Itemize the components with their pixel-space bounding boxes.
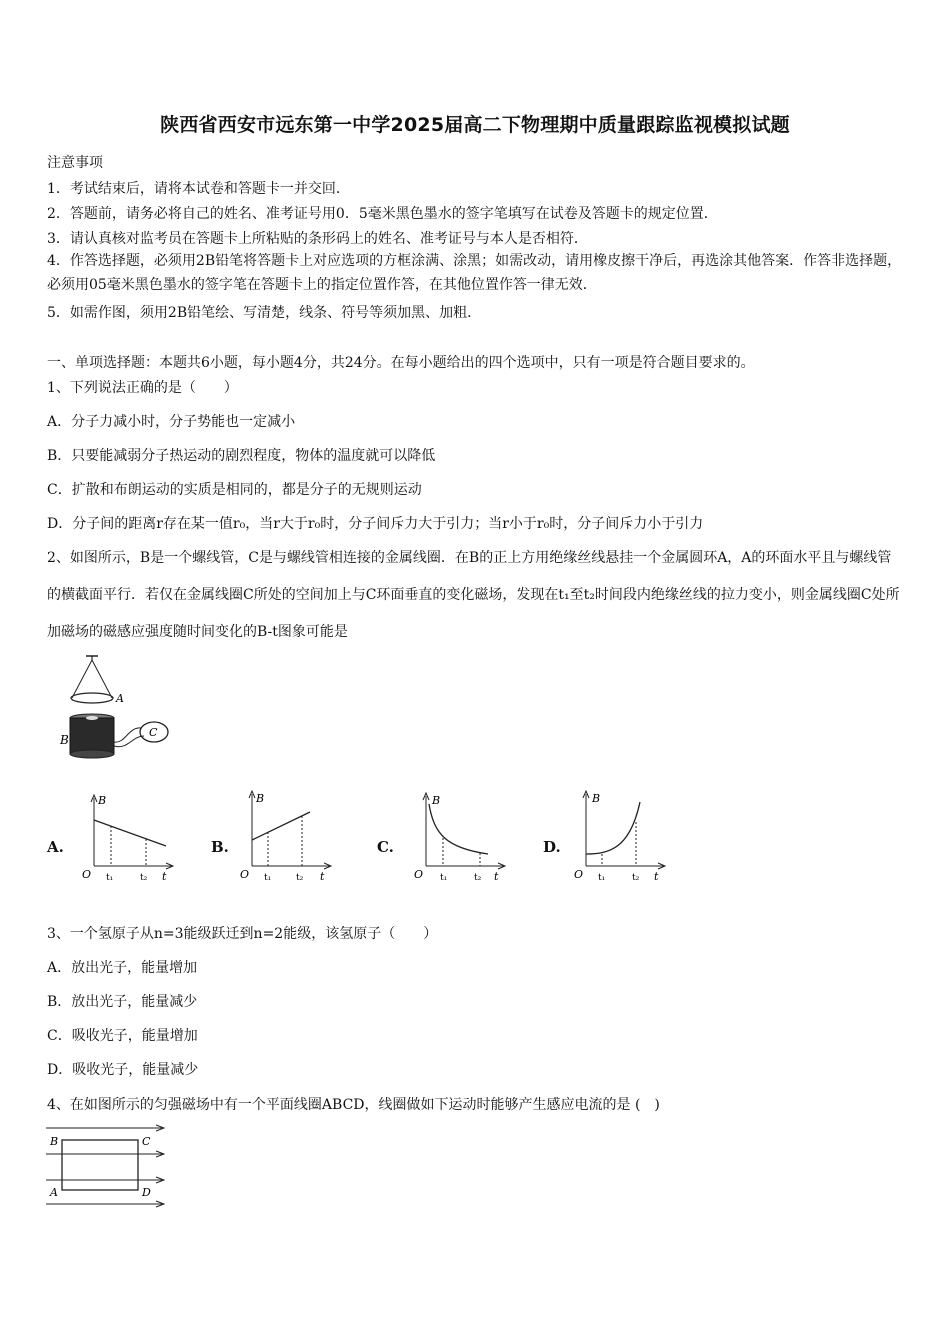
q2-stem: 2、如图所示，B是一个螺线管，C是与螺线管相连接的金属线圈．在B的正上方用绝缘丝线悬挂一个金属圆环A，A的环面水平且与螺线管的横截面平行．若仅在金属线圈C所处的空间加上与C环面垂直的变化磁场，发现在t₁至t₂时间段内绝缘丝线的拉力变小，则金属线圈C处所加磁场的磁感应强度随时间变化的B-t图象可能是: [47, 550, 900, 640]
corner-c: C: [142, 1135, 151, 1148]
axis-b: B: [98, 794, 107, 807]
axis-t: t: [162, 870, 167, 883]
axis-b: B: [256, 792, 265, 805]
corner-b: B: [50, 1135, 59, 1148]
notice-item-4: 4．作答选择题，必须用2B铅笔将答题卡上对应选项的方框涂满、涂黑；如需改动，请用橡皮擦干净后，再选涂其他答案．作答非选择题，必须用05毫米黑色墨水的签字笔在答题卡上的指定位置作答，在其他位置作答一律无效．: [47, 253, 902, 293]
q3-option-d: D．吸收光子，能量减少: [47, 1062, 199, 1078]
q2-option-c-letter: C.: [377, 838, 394, 856]
axis-t: t: [654, 870, 659, 883]
solenoid-figure: [58, 654, 178, 764]
q1-option-d: D．分子间的距离r存在某一值r₀，当r大于r₀时，分子间斥力大于引力；当r小于r₀时，分子间斥力小于引力: [47, 516, 704, 532]
q1-option-a: A．分子力减小时，分子势能也一定减小: [47, 414, 296, 430]
coil-field-figure: [44, 1122, 168, 1212]
curve: [252, 812, 310, 840]
notice-heading: 注意事项: [47, 155, 103, 171]
curve: [94, 820, 166, 846]
notice-item-1: 1．考试结束后，请将本试卷和答题卡一并交回．: [47, 181, 350, 197]
origin: O: [574, 868, 584, 881]
curve: [429, 804, 488, 854]
label-a: A: [116, 692, 124, 705]
q1-option-c: C．扩散和布朗运动的实质是相同的，都是分子的无规则运动: [47, 482, 422, 498]
corner-a: A: [50, 1186, 58, 1199]
tick-t2: t₂: [296, 873, 304, 883]
axis-t: t: [320, 870, 325, 883]
graph-a: [78, 790, 178, 885]
page-title: 陕西省西安市远东第一中学2025届高二下物理期中质量跟踪监视模拟试题: [160, 114, 790, 136]
tick-t2: t₂: [632, 873, 640, 883]
q3-stem: 3、一个氢原子从n=3能级跃迁到n=2能级，该氢原子（ ）: [47, 926, 438, 942]
label-c: C: [149, 726, 158, 739]
tick-t1: t₁: [106, 873, 114, 883]
q2-option-d-letter: D.: [543, 838, 561, 856]
q3-option-a: A．放出光子，能量增加: [47, 960, 198, 976]
q4-stem: 4、在如图所示的匀强磁场中有一个平面线圈ABCD，线圈做如下运动时能够产生感应电流的是 ( ): [47, 1097, 660, 1113]
graph-d: [570, 788, 670, 883]
origin: O: [240, 868, 250, 881]
label-b: B: [60, 733, 69, 747]
q2-option-a-letter: A.: [47, 838, 64, 856]
q3-option-b: B．放出光子，能量减少: [47, 994, 198, 1010]
tick-t1: t₁: [598, 873, 606, 883]
axis-b: B: [592, 792, 601, 805]
notice-item-2: 2．答题前，请务必将自己的姓名、准考证号用0．5毫米黑色墨水的签字笔填写在试卷及答题卡的规定位置．: [47, 206, 718, 222]
notice-item-5: 5．如需作图，须用2B铅笔绘、写清楚，线条、符号等须加黑、加粗．: [47, 305, 482, 321]
axis-t: t: [494, 870, 499, 883]
graph-c: [410, 790, 510, 885]
tick-t2: t₂: [140, 873, 148, 883]
coil-abcd: [62, 1140, 138, 1190]
corner-d: D: [142, 1186, 151, 1199]
curve: [586, 802, 640, 854]
notice-item-3: 3．请认真核对监考员在答题卡上所粘贴的条形码上的姓名、准考证号与本人是否相符．: [47, 231, 588, 247]
section-heading: 一、单项选择题：本题共6小题，每小题4分，共24分。在每小题给出的四个选项中，只有一项是符合题目要求的。: [47, 355, 755, 371]
tick-t2: t₂: [474, 873, 482, 883]
q3-option-c: C．吸收光子，能量增加: [47, 1028, 198, 1044]
origin: O: [414, 868, 424, 881]
q2-option-b-letter: B.: [211, 838, 229, 856]
q1-option-b: B．只要能减弱分子热运动的剧烈程度，物体的温度就可以降低: [47, 448, 436, 464]
q1-stem: 1、下列说法正确的是（ ）: [47, 380, 238, 396]
axis-b: B: [432, 794, 441, 807]
tick-t1: t₁: [440, 873, 448, 883]
origin: O: [82, 868, 92, 881]
tick-t1: t₁: [264, 873, 272, 883]
graph-b: [236, 788, 336, 883]
